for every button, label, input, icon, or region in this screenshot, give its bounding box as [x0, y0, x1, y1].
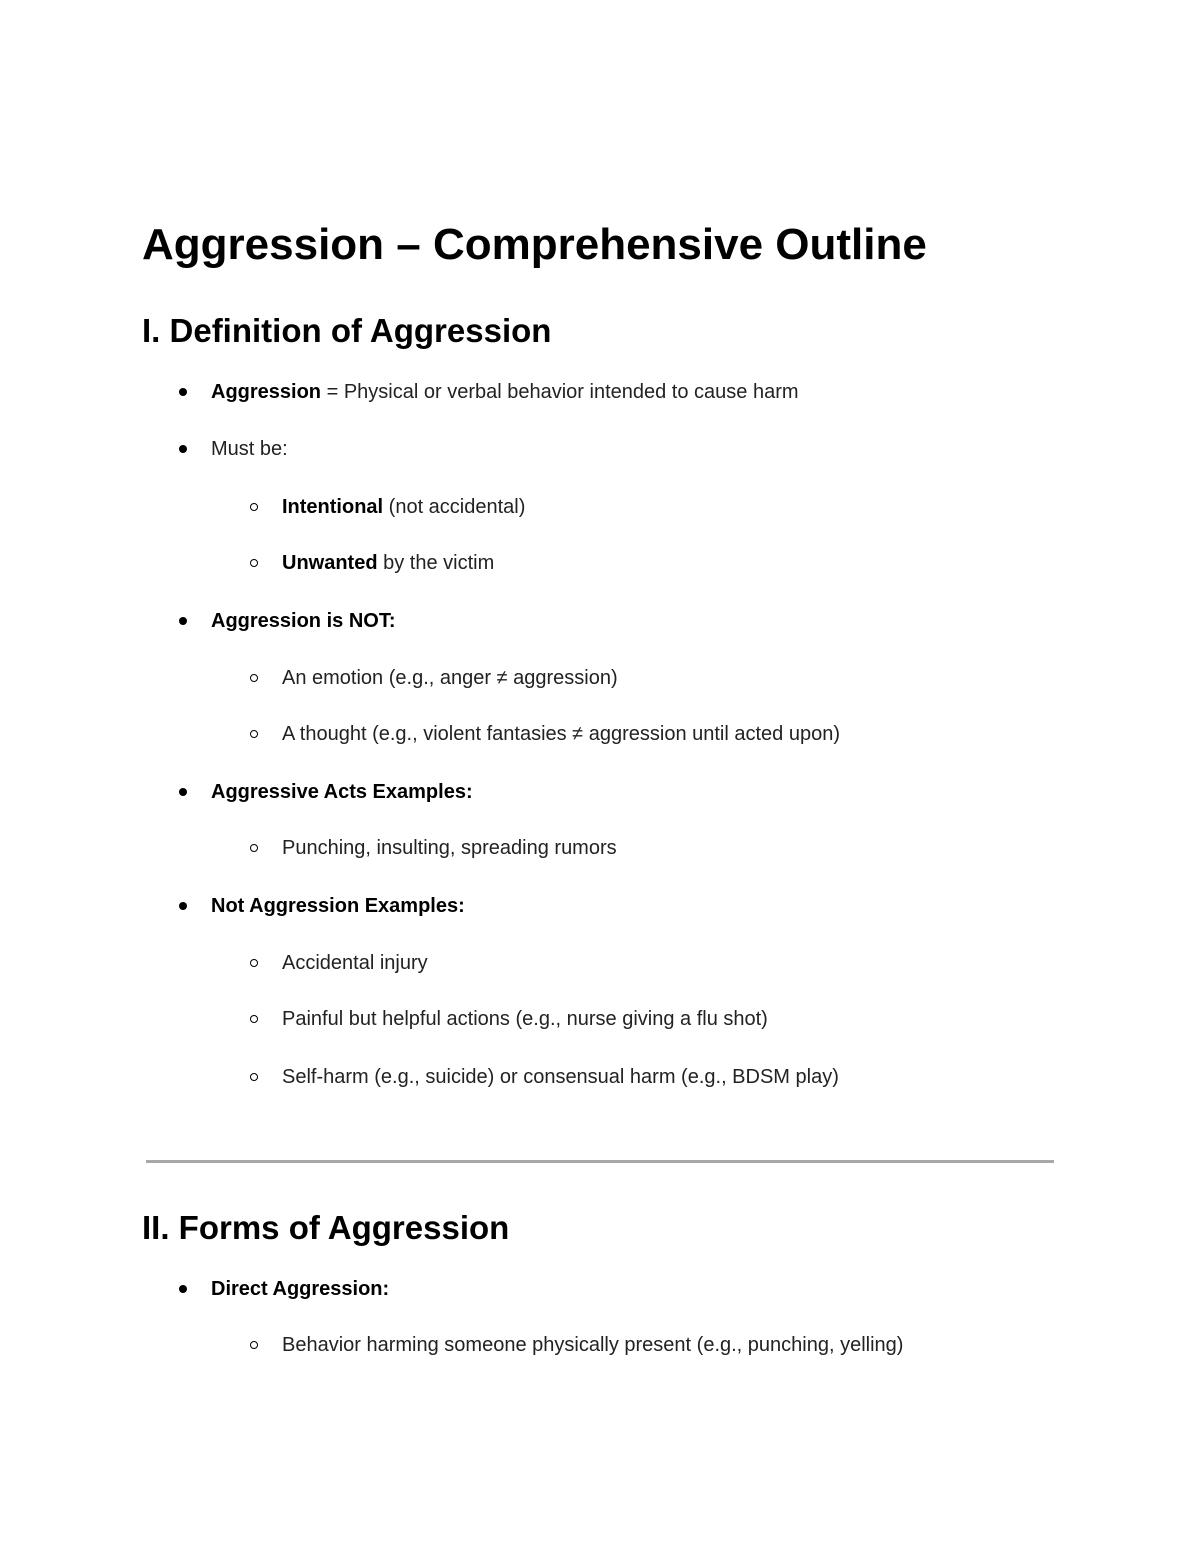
horizontal-divider — [146, 1160, 1054, 1163]
hollow-bullet-icon — [250, 503, 258, 511]
term-label: Not Aggression Examples: — [211, 895, 465, 917]
bullet-icon — [179, 788, 187, 796]
bullet-icon — [179, 388, 187, 396]
term-label: Direct Aggression: — [211, 1278, 390, 1300]
sub-list-item — [282, 550, 494, 576]
item-text: Painful but helpful actions (e.g., nurse giving a flu shot) — [282, 1008, 768, 1030]
list-item — [211, 893, 465, 919]
list-item — [211, 379, 799, 405]
hollow-bullet-icon — [250, 1341, 258, 1349]
section-heading-forms: II. Forms of Aggression — [142, 1209, 510, 1246]
sub-list-item — [282, 721, 840, 747]
item-text: Self-harm (e.g., suicide) or consensual harm (e.g., BDSM play) — [282, 1066, 839, 1088]
item-text: Must be: — [211, 438, 288, 460]
hollow-bullet-icon — [250, 674, 258, 682]
hollow-bullet-icon — [250, 1073, 258, 1081]
sub-list-item — [282, 494, 525, 520]
term-label: Unwanted — [282, 552, 378, 574]
section-heading-definition: I. Definition of Aggression — [142, 312, 552, 349]
sub-list-item — [282, 835, 617, 861]
bullet-icon — [179, 445, 187, 453]
item-text: A thought (e.g., violent fantasies ≠ aggression until acted upon) — [282, 723, 840, 745]
item-text: An emotion (e.g., anger ≠ aggression) — [282, 667, 618, 689]
item-text: (not accidental) — [383, 496, 526, 518]
list-item — [211, 779, 473, 805]
list-item — [211, 1276, 389, 1302]
list-item — [211, 608, 395, 634]
hollow-bullet-icon — [250, 730, 258, 738]
sub-list-item — [282, 665, 618, 691]
hollow-bullet-icon — [250, 1015, 258, 1023]
list-item — [211, 436, 288, 462]
bullet-icon — [179, 1285, 187, 1293]
bullet-icon — [179, 617, 187, 625]
item-text: Behavior harming someone physically present (e.g., punching, yelling) — [282, 1334, 904, 1356]
sub-list-item — [282, 950, 428, 976]
term-label: Aggressive Acts Examples: — [211, 781, 473, 803]
hollow-bullet-icon — [250, 959, 258, 967]
document-title: Aggression – Comprehensive Outline — [142, 220, 927, 269]
sub-list-item — [282, 1332, 903, 1358]
bullet-icon — [179, 902, 187, 910]
term-label: Intentional — [282, 496, 384, 518]
sub-list-item — [282, 1064, 839, 1090]
term-label: Aggression — [211, 381, 322, 403]
sub-list-item — [282, 1006, 768, 1032]
item-text: by the victim — [377, 552, 495, 574]
term-label: Aggression is NOT: — [211, 610, 396, 632]
item-text: Punching, insulting, spreading rumors — [282, 837, 617, 859]
hollow-bullet-icon — [250, 559, 258, 567]
hollow-bullet-icon — [250, 844, 258, 852]
item-text: = Physical or verbal behavior intended to cause harm — [321, 381, 799, 403]
item-text: Accidental injury — [282, 952, 428, 974]
